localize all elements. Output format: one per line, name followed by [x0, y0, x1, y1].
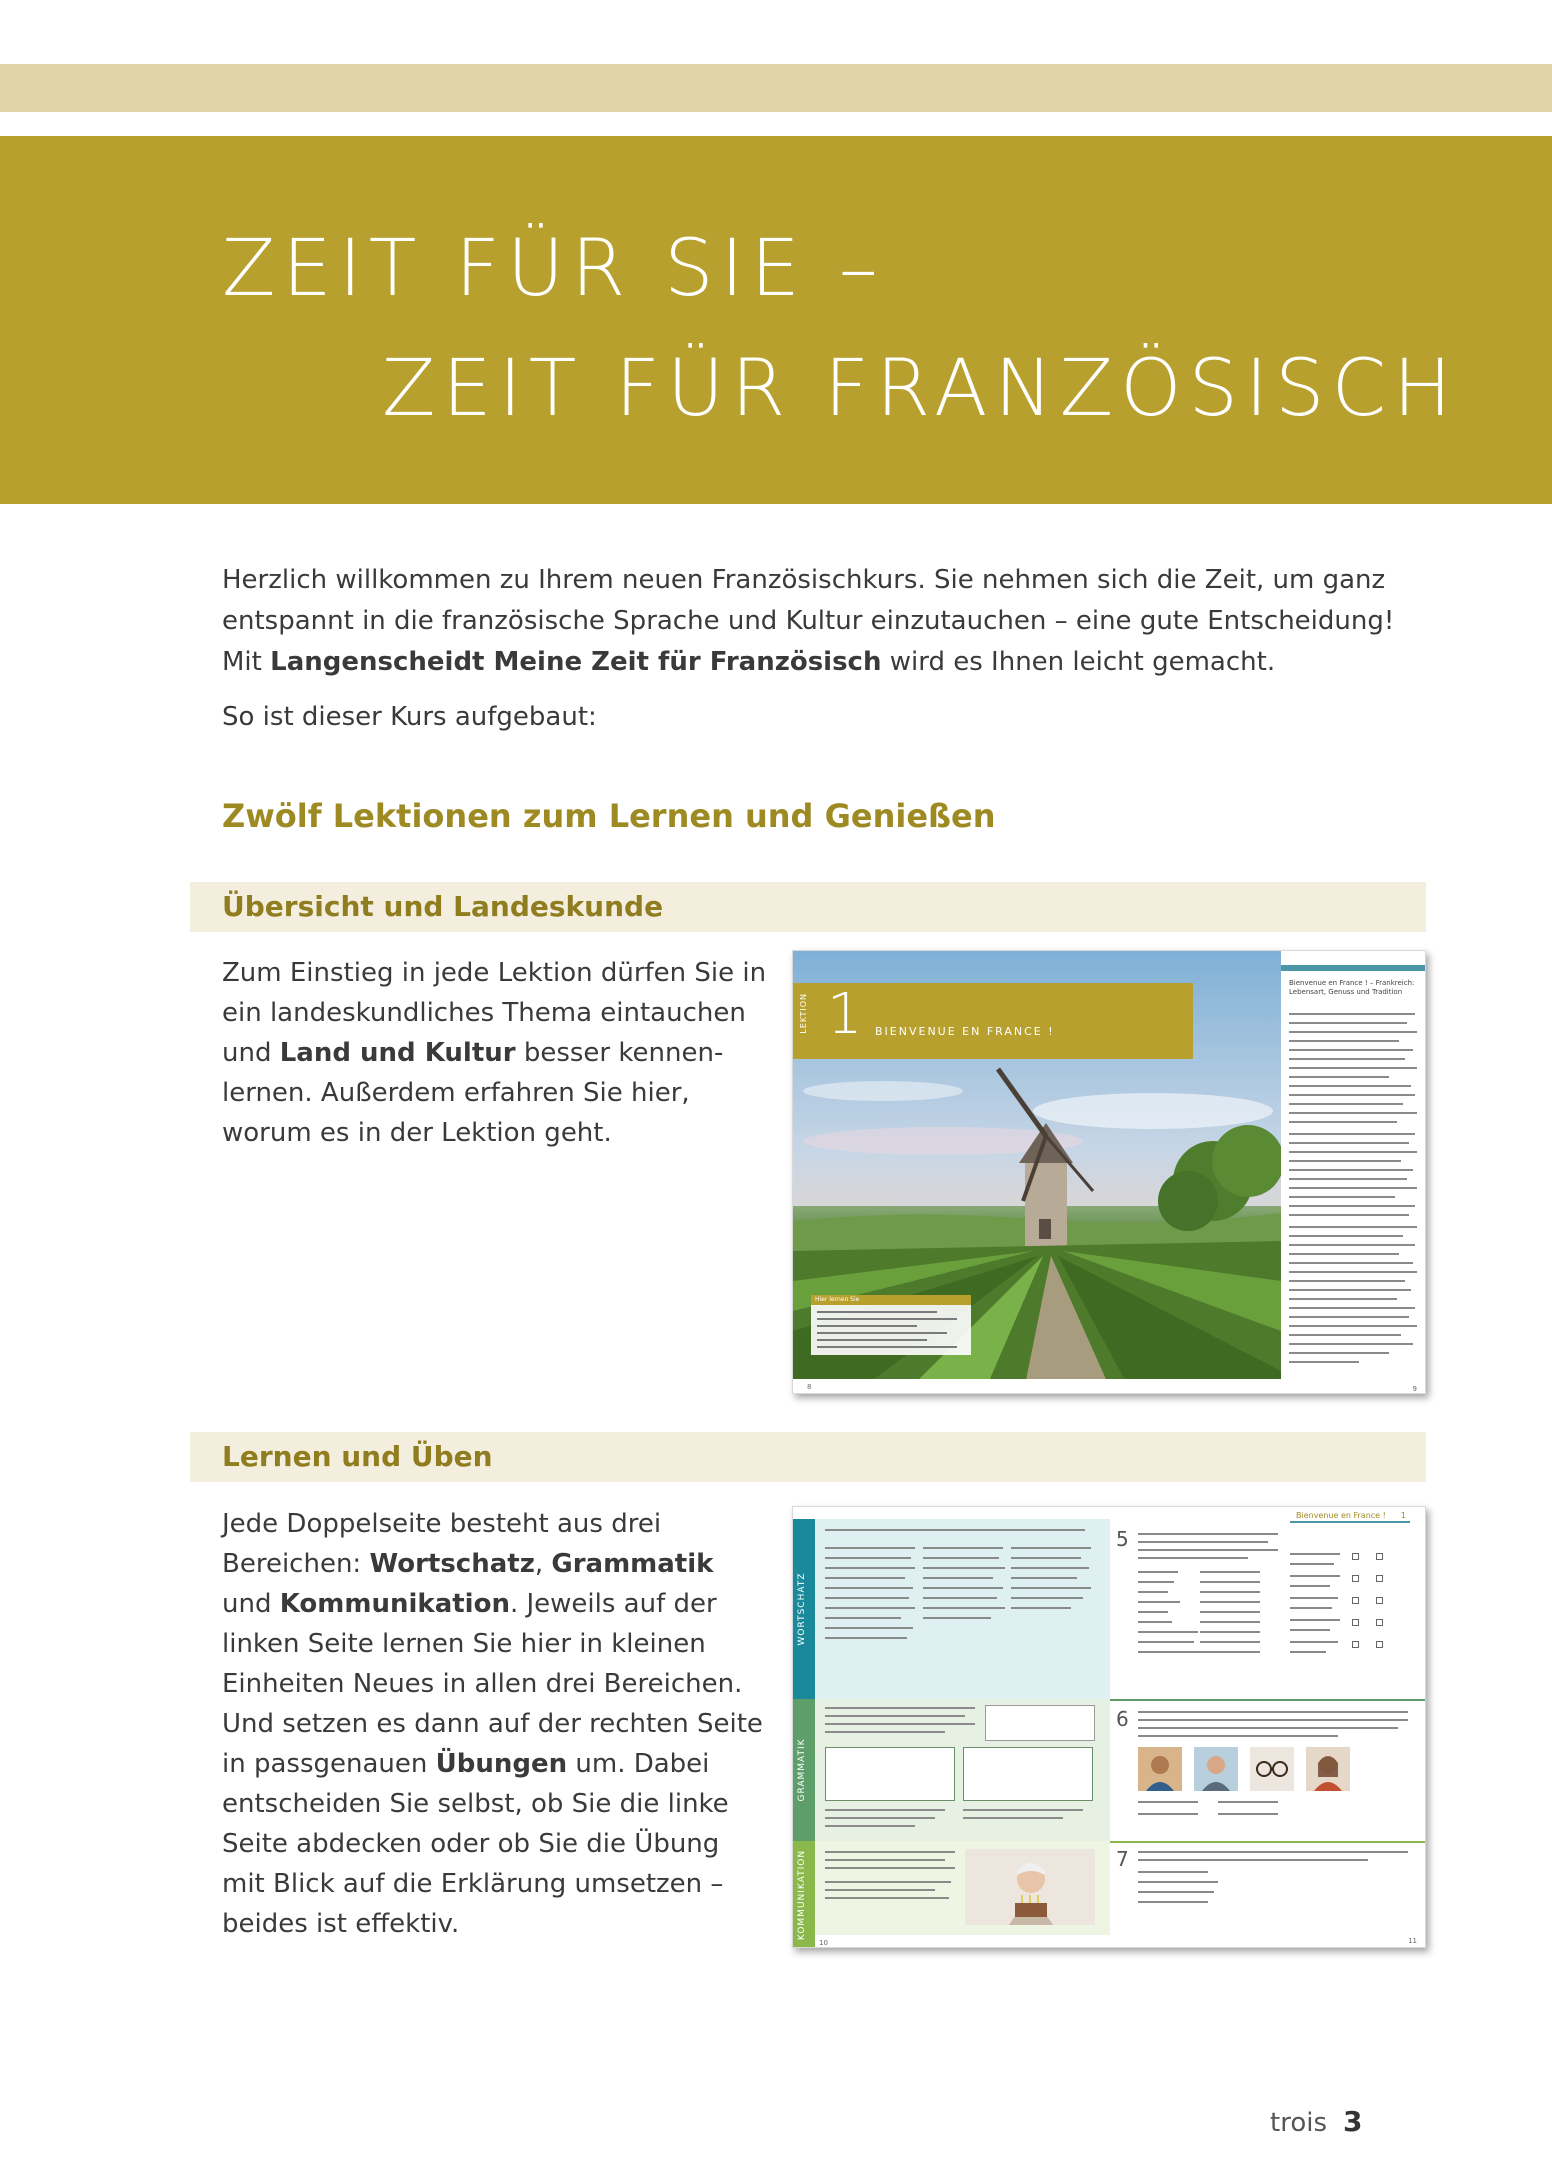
page-footer [1270, 2105, 1362, 2138]
subheading-practice: Lernen und Üben [222, 1440, 493, 1473]
text-line [1289, 1253, 1399, 1255]
text-line [1290, 1619, 1340, 1621]
glasses-photo [1250, 1747, 1294, 1791]
text-line [1138, 1581, 1174, 1583]
person-photo-2 [1194, 1747, 1238, 1791]
text-line [1138, 1549, 1278, 1551]
text-line [1200, 1641, 1260, 1643]
text-line [1289, 1334, 1401, 1336]
page-word: trois [1270, 2108, 1327, 2138]
text-line [1290, 1641, 1338, 1643]
text-line [1289, 1298, 1397, 1300]
text-line [1289, 1022, 1407, 1024]
text-line [1289, 1214, 1409, 1216]
text-line [1011, 1567, 1089, 1569]
text-line [825, 1817, 935, 1819]
overview-text [222, 953, 767, 1153]
checkbox [1376, 1641, 1383, 1648]
text-line [1289, 1058, 1405, 1060]
text-line [963, 1817, 1063, 1819]
text-line [825, 1627, 913, 1629]
text-line [1289, 1352, 1389, 1354]
kommunikation-label: KOMMUNIKATION [797, 1849, 807, 1941]
text-line [825, 1597, 909, 1599]
text-line [1290, 1563, 1334, 1565]
text-line [1289, 1262, 1413, 1264]
text-line [1138, 1651, 1200, 1653]
text-line [1011, 1587, 1091, 1589]
text-line [1289, 1178, 1407, 1180]
running-header-number: 1 [1400, 1511, 1406, 1520]
wortschatz-label: WORTSCHATZ [797, 1572, 807, 1646]
course-name: Langenscheidt Meine Zeit für Französisch [270, 647, 882, 677]
text-line [1138, 1601, 1180, 1603]
checkbox [1352, 1597, 1359, 1604]
page-number: 3 [1343, 2105, 1363, 2138]
text-line [817, 1346, 957, 1348]
learning-goals-box [811, 1295, 971, 1355]
text-line [825, 1881, 951, 1883]
text-line [923, 1567, 1005, 1569]
lesson-label: LEKTION [799, 993, 808, 1034]
practice-text-part: . Jeweils auf der linken Seite lernen Sie hier in kleinen Einheiten Neues in allen drei Bereichen. Und setzen es dann auf der rechten Seite in passgenauen [222, 1589, 763, 1779]
text-line [1289, 1307, 1415, 1309]
checkbox [1376, 1619, 1383, 1626]
text-line [825, 1567, 915, 1569]
section-heading: Zwölf Lektionen zum Lernen und Genießen [222, 797, 996, 835]
text-line [1138, 1557, 1248, 1559]
overview-text-part: besser kennenlernen. Außerdem erfahren Sie hier, worum es in der Lektion geht. [222, 1038, 724, 1148]
text-line [825, 1577, 905, 1579]
overview-text-part: Zum Einstieg in jede Lektion dürfen Sie in ein landeskundliches Thema eintauchen und [222, 958, 767, 1068]
text-line [1289, 1235, 1403, 1237]
checkbox [1376, 1553, 1383, 1560]
text-line [1200, 1591, 1260, 1593]
subheading-band-overview [190, 882, 1426, 932]
subheading-overview: Übersicht und Landeskunde [222, 890, 664, 923]
text-line [923, 1547, 1003, 1549]
text-line [825, 1859, 945, 1861]
page-number-left: 8 [807, 1383, 812, 1391]
wortschatz-tab [793, 1519, 815, 1699]
text-line [825, 1557, 911, 1559]
text-line [923, 1597, 997, 1599]
text-line [825, 1547, 915, 1549]
text-line [923, 1557, 999, 1559]
text-line [923, 1577, 993, 1579]
exercise-number: 7 [1116, 1847, 1129, 1871]
text-line [1138, 1881, 1218, 1883]
text-line [1289, 1040, 1399, 1042]
text-line [825, 1617, 901, 1619]
text-line [1138, 1851, 1408, 1853]
text-line [1138, 1621, 1172, 1623]
kommunikation-tab [793, 1841, 815, 1948]
checkbox [1352, 1575, 1359, 1582]
intro-text-part: wird es Ihnen leicht gemacht. [881, 647, 1276, 677]
checkbox [1376, 1597, 1383, 1604]
text-line [1011, 1577, 1077, 1579]
checkbox [1376, 1575, 1383, 1582]
culture-heading: Bienvenue en France ! – Frankreich: Lebensart, Genuss und Tradition [1289, 979, 1415, 996]
lesson-opener-thumbnail [792, 950, 1426, 1394]
grammatik-label: GRAMMATIK [797, 1738, 807, 1802]
text-line [817, 1311, 937, 1313]
text-line [825, 1867, 955, 1869]
text-line [1289, 1196, 1395, 1198]
text-line [1290, 1553, 1340, 1555]
checkbox [1352, 1619, 1359, 1626]
practice-text [222, 1504, 767, 1944]
text-line [1011, 1597, 1083, 1599]
text-line [825, 1587, 913, 1589]
text-line [825, 1715, 965, 1717]
text-line [1289, 1142, 1409, 1144]
text-line [1289, 1103, 1403, 1105]
lesson-title: BIENVENUE EN FRANCE ! [875, 1025, 1055, 1038]
text-line [825, 1637, 907, 1639]
exercise-number: 5 [1116, 1527, 1129, 1551]
learning-goals-header [811, 1295, 971, 1305]
grammatik-tab [793, 1699, 815, 1841]
text-line [1289, 1076, 1389, 1078]
text-line [825, 1607, 915, 1609]
text-line [1138, 1891, 1214, 1893]
text-line [1289, 1361, 1359, 1363]
text-line [1289, 1094, 1415, 1096]
exercise-6 [1110, 1701, 1426, 1841]
intro-text-part: Herzlich willkommen zu Ihrem neuen Französischkurs. Sie nehmen sich die Zeit, um ganz entspannt in die französische Sprache und Kultur einzutauchen – eine gute Entscheidung! Mit [222, 565, 1395, 677]
grammar-table [963, 1747, 1093, 1801]
intro-paragraph-2: So ist dieser Kurs aufgebaut: [222, 702, 597, 732]
kommunikation-block [815, 1841, 1110, 1948]
thumb-footer-left [793, 1379, 1281, 1393]
practice-bold-uebungen: Übungen [435, 1749, 568, 1779]
page-number-left: 10 [819, 1939, 828, 1947]
lesson-number: 1 [827, 982, 863, 1047]
text-line [825, 1851, 955, 1853]
text-line [1218, 1813, 1278, 1815]
grammar-table [825, 1747, 955, 1801]
grammar-tip-box [985, 1705, 1095, 1741]
exercise-number: 6 [1116, 1707, 1129, 1731]
intro-text [222, 560, 1422, 752]
text-line [817, 1318, 957, 1320]
practice-text-part: und [222, 1589, 280, 1619]
text-line [1289, 1187, 1417, 1189]
text-line [1289, 1031, 1417, 1033]
person-illustration [1138, 1747, 1182, 1791]
practice-bold-grammatik: Grammatik [551, 1549, 714, 1579]
birthday-illustration [965, 1849, 1095, 1925]
text-line [1138, 1591, 1168, 1593]
title-band [0, 136, 1552, 504]
text-line [1289, 1151, 1417, 1153]
text-line [1200, 1611, 1260, 1613]
text-line [1200, 1621, 1260, 1623]
page-title-line-2: ZEIT FÜR FRANZÖSISCH [382, 344, 1459, 434]
text-line [1200, 1581, 1260, 1583]
person-photo-1 [1138, 1747, 1182, 1791]
text-line [1138, 1901, 1208, 1903]
text-line [1011, 1607, 1071, 1609]
practice-bold-wortschatz: Wortschatz [369, 1549, 535, 1579]
text-line [1289, 1280, 1405, 1282]
text-line [1289, 1049, 1413, 1051]
overview-bold: Land und Kultur [279, 1038, 516, 1068]
learning-goals-title: Hier lernen Sie [815, 1296, 860, 1303]
text-line [1138, 1533, 1278, 1535]
text-line [1138, 1813, 1198, 1815]
birthday-photo [965, 1849, 1095, 1925]
text-line [817, 1332, 947, 1334]
text-line [1011, 1547, 1091, 1549]
text-line [825, 1529, 1085, 1531]
text-line [1289, 1343, 1413, 1345]
person-photo-3 [1306, 1747, 1350, 1791]
text-line [1200, 1601, 1260, 1603]
intro-paragraph-1 [222, 560, 1422, 683]
text-line [1289, 1085, 1411, 1087]
text-line [825, 1897, 949, 1899]
text-line [1290, 1597, 1338, 1599]
lesson-title-band [793, 983, 1193, 1059]
text-line [1138, 1571, 1178, 1573]
checkbox [1352, 1641, 1359, 1648]
exercise-5 [1110, 1519, 1426, 1699]
exercise-7 [1110, 1843, 1426, 1948]
practice-text-part: , [534, 1549, 552, 1579]
text-line [1289, 1289, 1411, 1291]
text-line [1290, 1651, 1326, 1653]
text-line [1289, 1244, 1415, 1246]
text-line [1289, 1271, 1417, 1273]
text-line [1138, 1719, 1408, 1721]
text-line [1138, 1631, 1198, 1633]
text-line [1290, 1575, 1340, 1577]
text-line [963, 1809, 1083, 1811]
text-line [1138, 1641, 1194, 1643]
wortschatz-block [815, 1519, 1110, 1699]
text-line [1289, 1160, 1401, 1162]
decor-stripe [1281, 965, 1426, 971]
thumb-footer-left [815, 1935, 1110, 1948]
text-line [825, 1707, 975, 1709]
text-line [1138, 1727, 1398, 1729]
text-line [1138, 1711, 1408, 1713]
text-line [1289, 1169, 1413, 1171]
text-line [923, 1607, 1005, 1609]
text-line [1289, 1112, 1417, 1114]
text-line [1289, 1325, 1417, 1327]
text-line [923, 1617, 991, 1619]
text-line [1290, 1629, 1330, 1631]
text-line [1290, 1607, 1332, 1609]
running-header-title: Bienvenue en France ! [1296, 1511, 1386, 1520]
grammatik-block [815, 1699, 1110, 1841]
subheading-band-practice [190, 1432, 1426, 1482]
person-illustration [1306, 1747, 1350, 1791]
text-line [1289, 1133, 1415, 1135]
page-number-right: 11 [1408, 1937, 1417, 1945]
text-line [1138, 1871, 1208, 1873]
text-line [1138, 1735, 1338, 1737]
practice-bold-kommunikation: Kommunikation [279, 1589, 510, 1619]
text-line [1289, 1121, 1397, 1123]
text-line [923, 1587, 1003, 1589]
text-line [825, 1889, 935, 1891]
text-line [825, 1809, 945, 1811]
top-decor-stripe [0, 64, 1552, 112]
text-line [1138, 1801, 1198, 1803]
spread-right-page [1110, 1507, 1426, 1948]
spread-left-page [793, 1507, 1110, 1948]
practice-text-part: Jede Doppelseite besteht aus drei Bereichen: [222, 1509, 662, 1579]
text-line [817, 1325, 917, 1327]
text-line [1011, 1557, 1081, 1559]
text-line [825, 1723, 975, 1725]
text-line [1200, 1571, 1260, 1573]
text-line [1289, 1226, 1417, 1228]
text-line [1200, 1651, 1260, 1653]
page-title-line-1: ZEIT FÜR SIE – [222, 224, 885, 314]
lesson-spread-thumbnail [792, 1506, 1426, 1948]
checkbox [1352, 1553, 1359, 1560]
text-line [1289, 1067, 1417, 1069]
text-line [1289, 1205, 1415, 1207]
glasses-illustration [1250, 1747, 1294, 1791]
text-line [825, 1825, 915, 1827]
text-line [825, 1731, 945, 1733]
text-line [1289, 1013, 1415, 1015]
text-line [1138, 1859, 1368, 1861]
text-line [1290, 1585, 1330, 1587]
text-line [817, 1339, 927, 1341]
page-number-right: 9 [1412, 1385, 1417, 1393]
text-line [1138, 1611, 1168, 1613]
practice-text-part: um. Dabei entscheiden Sie selbst, ob Sie die linke Seite abdecken oder ob Sie die Übung mit Blick auf die Erklärung umsetzen – beides ist effektiv. [222, 1749, 729, 1939]
person-illustration [1194, 1747, 1238, 1791]
text-line [1200, 1631, 1260, 1633]
text-line [1218, 1801, 1278, 1803]
culture-text-column [1281, 951, 1426, 1394]
text-line [1289, 1316, 1409, 1318]
text-line [1138, 1541, 1268, 1543]
